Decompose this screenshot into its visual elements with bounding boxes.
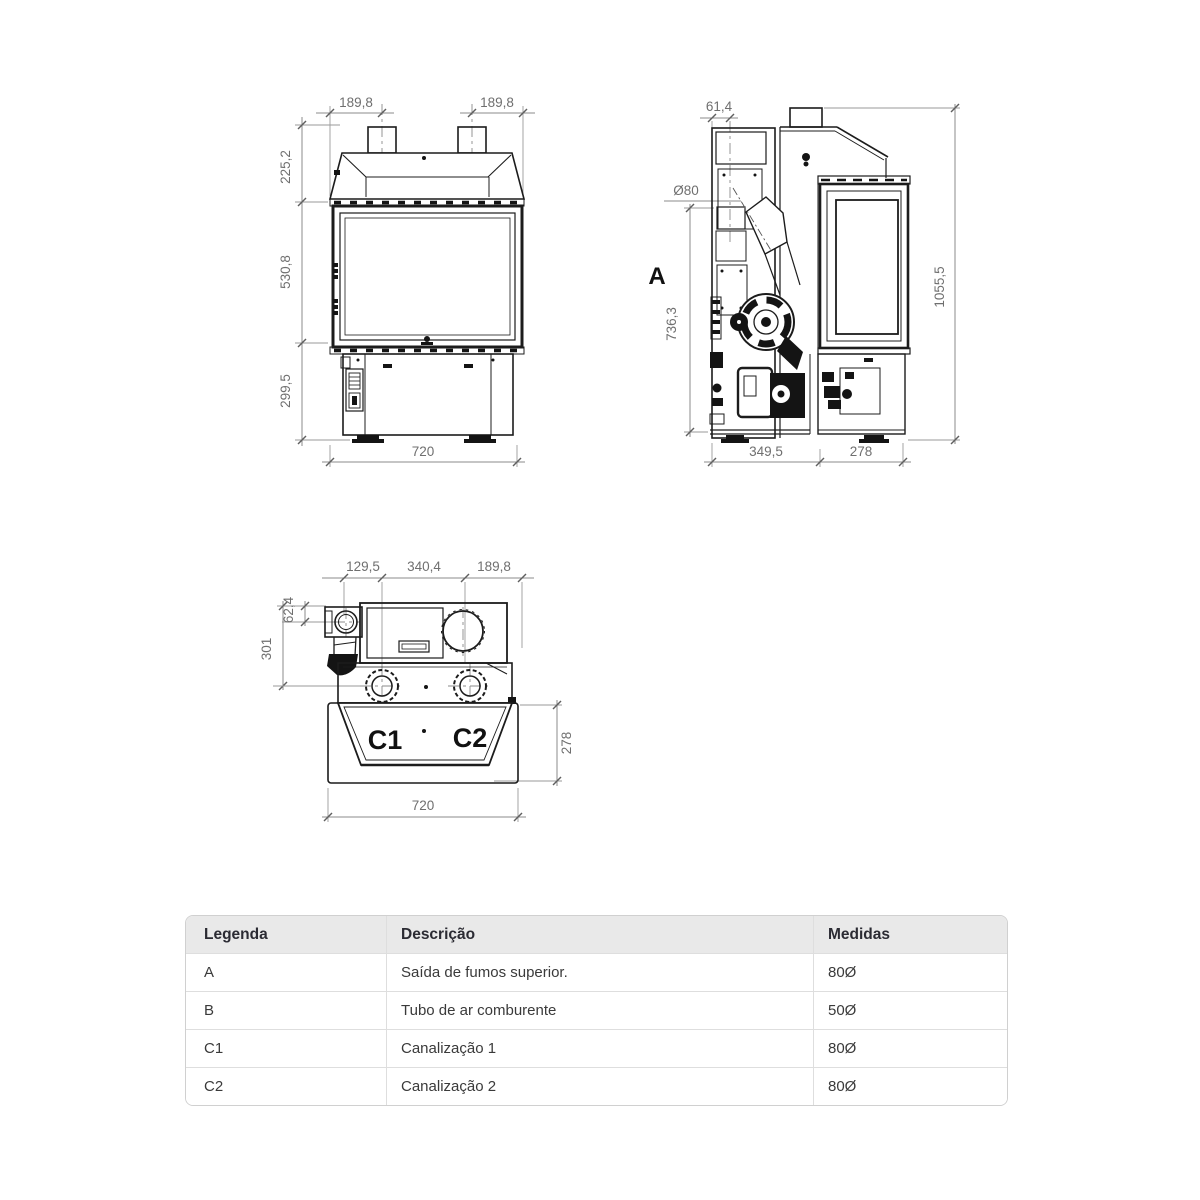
plan-view-body — [325, 603, 518, 783]
front-view — [278, 95, 535, 467]
table-cell-description: Tubo de ar comburente — [386, 992, 813, 1029]
table-cell-legend: A — [204, 964, 215, 981]
table-header-row — [186, 916, 1007, 953]
table-cell-measure: 50Ø — [813, 992, 1007, 1029]
plan-view — [259, 559, 574, 822]
table-cell-legend: B — [204, 1002, 215, 1019]
table-cell-legend: C1 — [204, 1040, 224, 1057]
table-header-legenda: Legenda — [204, 925, 268, 943]
side-machinery — [710, 188, 805, 424]
front-dim-glass-height: 530,8 — [278, 255, 293, 289]
plan-dim-depth-rear: 301 — [259, 637, 274, 661]
side-label-smoke-outlet: A — [648, 263, 666, 290]
plan-label-duct-1: C1 — [367, 725, 403, 755]
table-row — [186, 991, 1007, 1029]
front-dim-total-width: 720 — [411, 444, 435, 459]
table-cell-description: Canalização 1 — [386, 1030, 813, 1067]
plan-dim-left: 129,5 — [346, 559, 380, 574]
legend-table — [185, 915, 1008, 1106]
side-view-body — [710, 108, 910, 443]
front-dim-stub-right: 189,8 — [480, 95, 514, 110]
side-dim-total-height: 1055,5 — [932, 266, 947, 308]
table-header-descricao: Descrição — [386, 916, 813, 953]
table-row — [186, 1029, 1007, 1067]
plan-dim-total-width: 720 — [411, 798, 435, 813]
plan-dim-center: 340,4 — [407, 559, 441, 574]
side-dim-depth-rear: 349,5 — [749, 444, 783, 459]
table-cell-legend: C2 — [204, 1078, 224, 1095]
side-view — [648, 99, 960, 467]
table-cell-measure: 80Ø — [813, 1030, 1007, 1067]
plan-dim-depth-front: 278 — [559, 731, 574, 755]
plan-dim-right: 189,8 — [477, 559, 511, 574]
side-front-machinery — [822, 372, 854, 409]
front-view-dimensions — [278, 95, 535, 467]
front-feet — [352, 435, 496, 443]
table-cell-description: Canalização 2 — [386, 1068, 813, 1105]
side-dim-flue-offset: 61,4 — [705, 99, 733, 114]
table-cell-description: Saída de fumos superior. — [386, 954, 813, 991]
table-cell-measure: 80Ø — [813, 954, 1007, 991]
plan-air-pipe — [325, 607, 362, 675]
plan-label-duct-2: C2 — [452, 723, 488, 753]
table-cell-measure: 80Ø — [813, 1068, 1007, 1105]
front-dim-stub-left: 189,8 — [339, 95, 373, 110]
plan-dim-pipe-offset: 62,4 — [281, 596, 296, 624]
side-dim-rear-height: 736,3 — [664, 307, 679, 341]
table-row — [186, 1067, 1007, 1105]
front-control-box — [346, 369, 363, 411]
table-row — [186, 953, 1007, 991]
side-dim-depth-front: 278 — [849, 444, 873, 459]
front-view-body — [330, 127, 524, 443]
table-header-medidas: Medidas — [813, 916, 1007, 953]
side-dim-flue-diameter: Ø80 — [673, 183, 699, 198]
front-dim-base-height: 299,5 — [278, 374, 293, 408]
front-dim-hood-height: 225,2 — [278, 150, 293, 184]
